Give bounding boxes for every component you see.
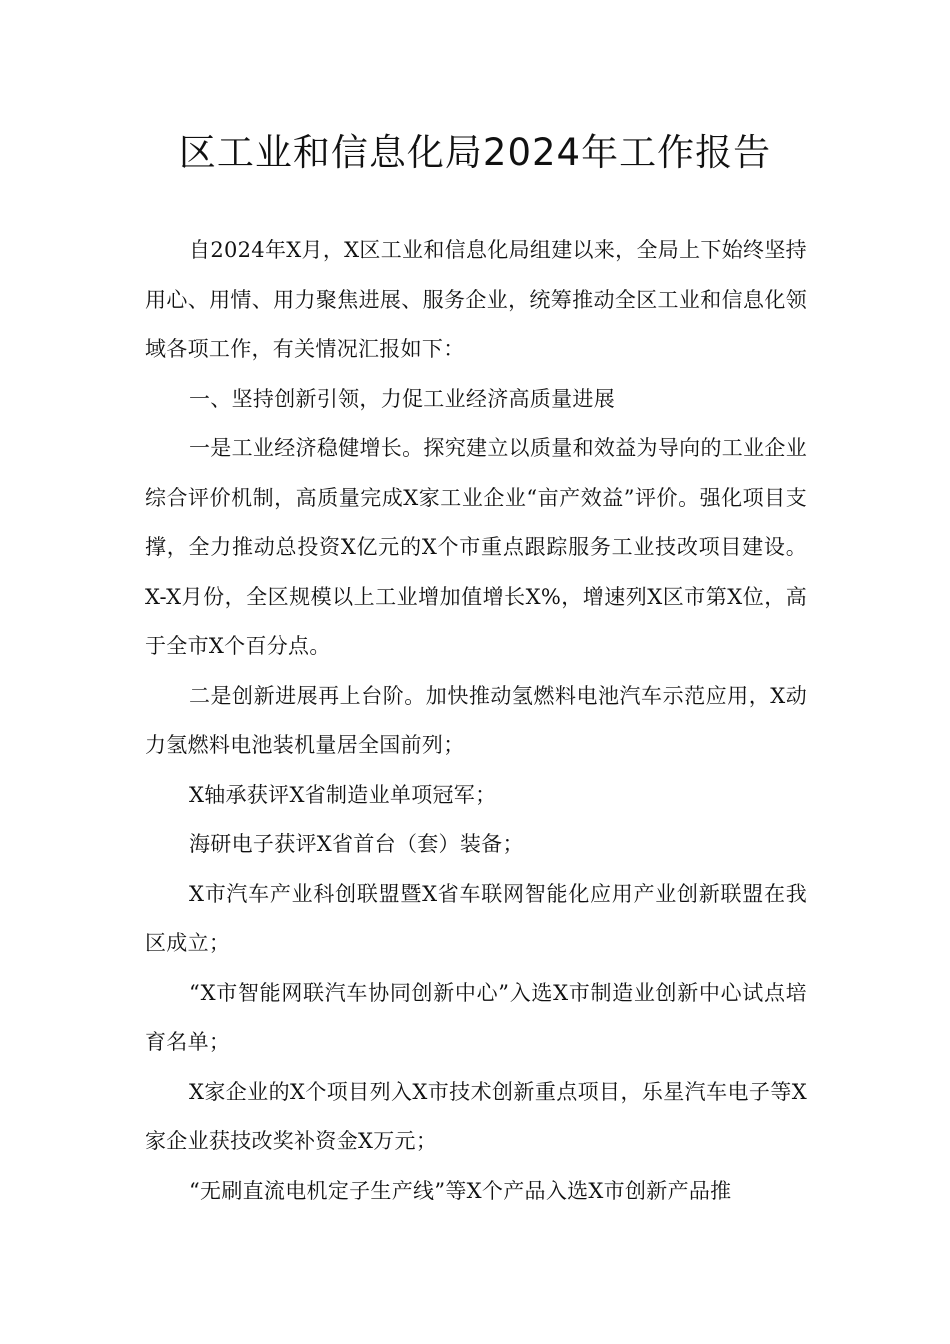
paragraph-first-equipment: 海研电子获评X省首台（套）装备；	[189, 832, 524, 856]
document-title: 区工业和信息化局2024年工作报告	[178, 131, 772, 174]
paragraph-intro: 自2024年X月，X区工业和信息化局组建以来，全局上下始终坚持用心、用情、用力聚焦进展、服务企业，统筹推动全区工业和信息化领域各项工作，有关情况汇报如下：	[145, 238, 807, 361]
paragraph-industrial-growth: 一是工业经济稳健增长。探究建立以质量和效益为导向的工业企业综合评价机制，高质量完成X家工业企业“亩产效益”评价。强化项目支撑，全力推动总投资X亿元的X个市重点跟踪服务工业技改项目建设。X-X月份，全区规模以上工业增加值增长X%，增速列X区市第X位，高于全市X个百分点。	[145, 436, 807, 658]
paragraph-innovation-center: “X市智能网联汽车协同创新中心”入选X市制造业创新中心试点培育名单；	[145, 980, 807, 1054]
paragraph-tech-projects: X家企业的X个项目列入X市技术创新重点项目，乐星汽车电子等X家企业获技改奖补资金X万元；	[145, 1079, 807, 1153]
paragraph-innovation: 二是创新进展再上台阶。加快推动氢燃料电池汽车示范应用，X动力氢燃料电池装机量居全国前列；	[145, 683, 807, 757]
paragraph-alliance: X市汽车产业科创联盟暨X省车联网智能化应用产业创新联盟在我区成立；	[145, 881, 807, 955]
paragraph-bearing-award: X轴承获评X省制造业单项冠军；	[189, 782, 497, 807]
section-heading-1: 一、坚持创新引领，力促工业经济高质量进展	[189, 386, 615, 411]
paragraph-new-products: “无刷直流电机定子生产线”等X个产品入选X市创新产品推	[189, 1178, 732, 1203]
document-body	[145, 226, 807, 1216]
